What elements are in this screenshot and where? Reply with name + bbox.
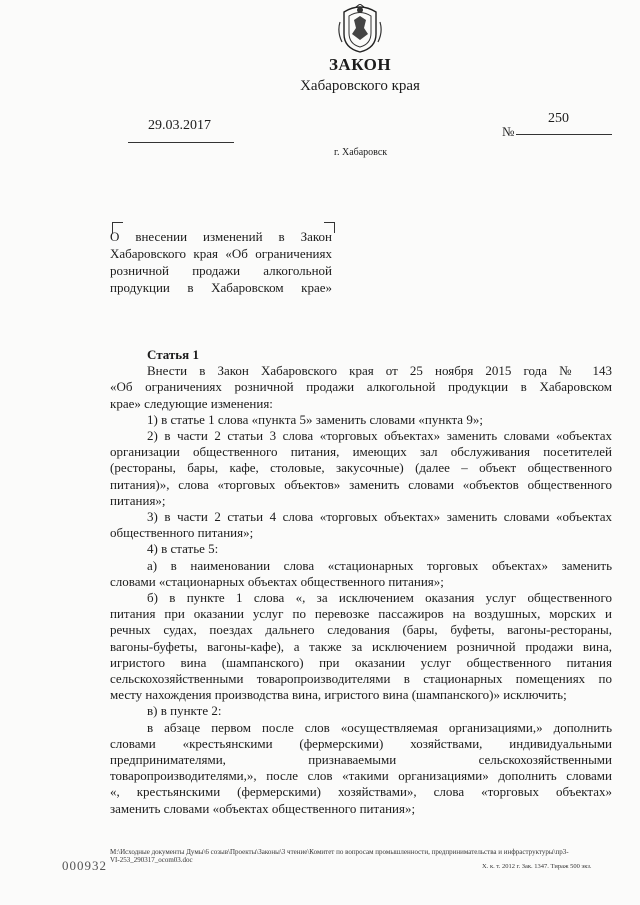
body-line: питания»; (110, 492, 166, 508)
body-line: (рестораны, бары, кафе, столовые, закусочные) (далее – объект общественного (110, 460, 612, 476)
article-heading: Статья 1 (147, 347, 199, 362)
document-code: 000932 (62, 858, 107, 873)
body-line: 4) в статье 5: (147, 541, 219, 557)
law-subject (110, 228, 332, 296)
body-line: 3) в части 2 статьи 4 слова «торговых объектах» заменить словами «объектах (147, 509, 612, 525)
body-line: игристого вина (шампанского) при оказании услуг общественного питания (110, 654, 612, 670)
file-path-line: M:\Исходные документы Думы\6 созыв\Проекты\Законы\3 чтение\Комитет по вопросам промышленности, предпринимательства и инфраструктуры\пр3- (110, 848, 569, 856)
body-line: в) в пункте 2: (147, 703, 222, 719)
subject-line: О внесении изменений в Закон (110, 229, 332, 244)
body-line: общественного питания»; (110, 525, 254, 541)
law-number: 250 (548, 111, 569, 126)
body-line: 1) в статье 1 слова «пункта 5» заменить словами «пункта 9»; (147, 411, 483, 427)
body-line: а) в наименовании слова «стационарных торговых объектах» заменить (147, 557, 612, 573)
body-line: товаропроизводителями,», после слов «такими организациями» дополнить словами (110, 768, 612, 784)
body-line: вагоны-буфеты, вагоны-кафе), а также за исключением розничной продажи вина, (110, 638, 612, 654)
body-line: крае» следующие изменения: (110, 395, 273, 411)
coat-of-arms-emblem (336, 4, 384, 54)
body-line: питания)», слова «торговых объектов» заменить словами «объектов общественного (110, 476, 612, 492)
body-line: сельскохозяйственными товаропроизводителями в стационарных помещениях по (110, 671, 612, 687)
body-line: заменить словами «объектах общественного питания»; (110, 800, 416, 816)
body-line: речных судах, поездах дальнего следования (бары, буфеты, вагоны-рестораны, (110, 622, 612, 638)
law-title: ЗАКОН (328, 55, 392, 74)
body-line: словами «стационарных объектах общественного питания»; (110, 573, 444, 589)
date-underline (128, 142, 234, 143)
body-line: Внести в Закон Хабаровского края от 25 ноября 2015 года № 143 (147, 363, 612, 379)
number-underline (516, 134, 612, 135)
law-date: 29.03.2017 (148, 118, 211, 133)
body-line: словами «крестьянскими (фермерскими) хозяйствами, индивидуальными (110, 735, 612, 751)
subject-line: розничной продажи алкогольной (110, 263, 332, 278)
body-line: «Об ограничениях розничной продажи алкогольной продукции в Хабаровском (110, 379, 612, 395)
body-line: организации общественного питания, имеющих зал обслуживания посетителей (110, 444, 612, 460)
body-line: 2) в части 2 статьи 3 слова «торговых объектах» заменить словами «объектах (147, 428, 612, 444)
subject-line: продукции в Хабаровском крае» (110, 280, 332, 295)
file-path-footer (110, 848, 612, 864)
body-line: б) в пункте 1 слова «, за исключением оказания услуг общественного (147, 590, 612, 606)
body-line: месту нахождения производства вина, игристого вина (шампанского)» исключить; (110, 687, 567, 703)
body-line: в абзаце первом после слов «осуществляемая организациями,» дополнить (147, 719, 612, 735)
file-path-line: VI-253_290317_ocom03.doc (110, 856, 193, 864)
article-body (110, 347, 612, 817)
print-info: Х. к. т. 2012 г. Зак. 1347. Тираж 500 экз. (482, 863, 592, 870)
number-label: № (502, 124, 515, 139)
law-subtitle: Хабаровского края (300, 78, 420, 94)
body-line: «, крестьянскими (фермерскими) хозяйствами», слова «торговых объектах» (110, 784, 612, 800)
subject-line: Хабаровского края «Об ограничениях (110, 246, 332, 261)
city-name: г. Хабаровск (334, 147, 388, 158)
body-line: питания при оказании услуг по перевозке пассажиров на воздушных, морских и (110, 606, 612, 622)
body-line: предпринимателями, признаваемыми сельскохозяйственными (110, 752, 612, 768)
